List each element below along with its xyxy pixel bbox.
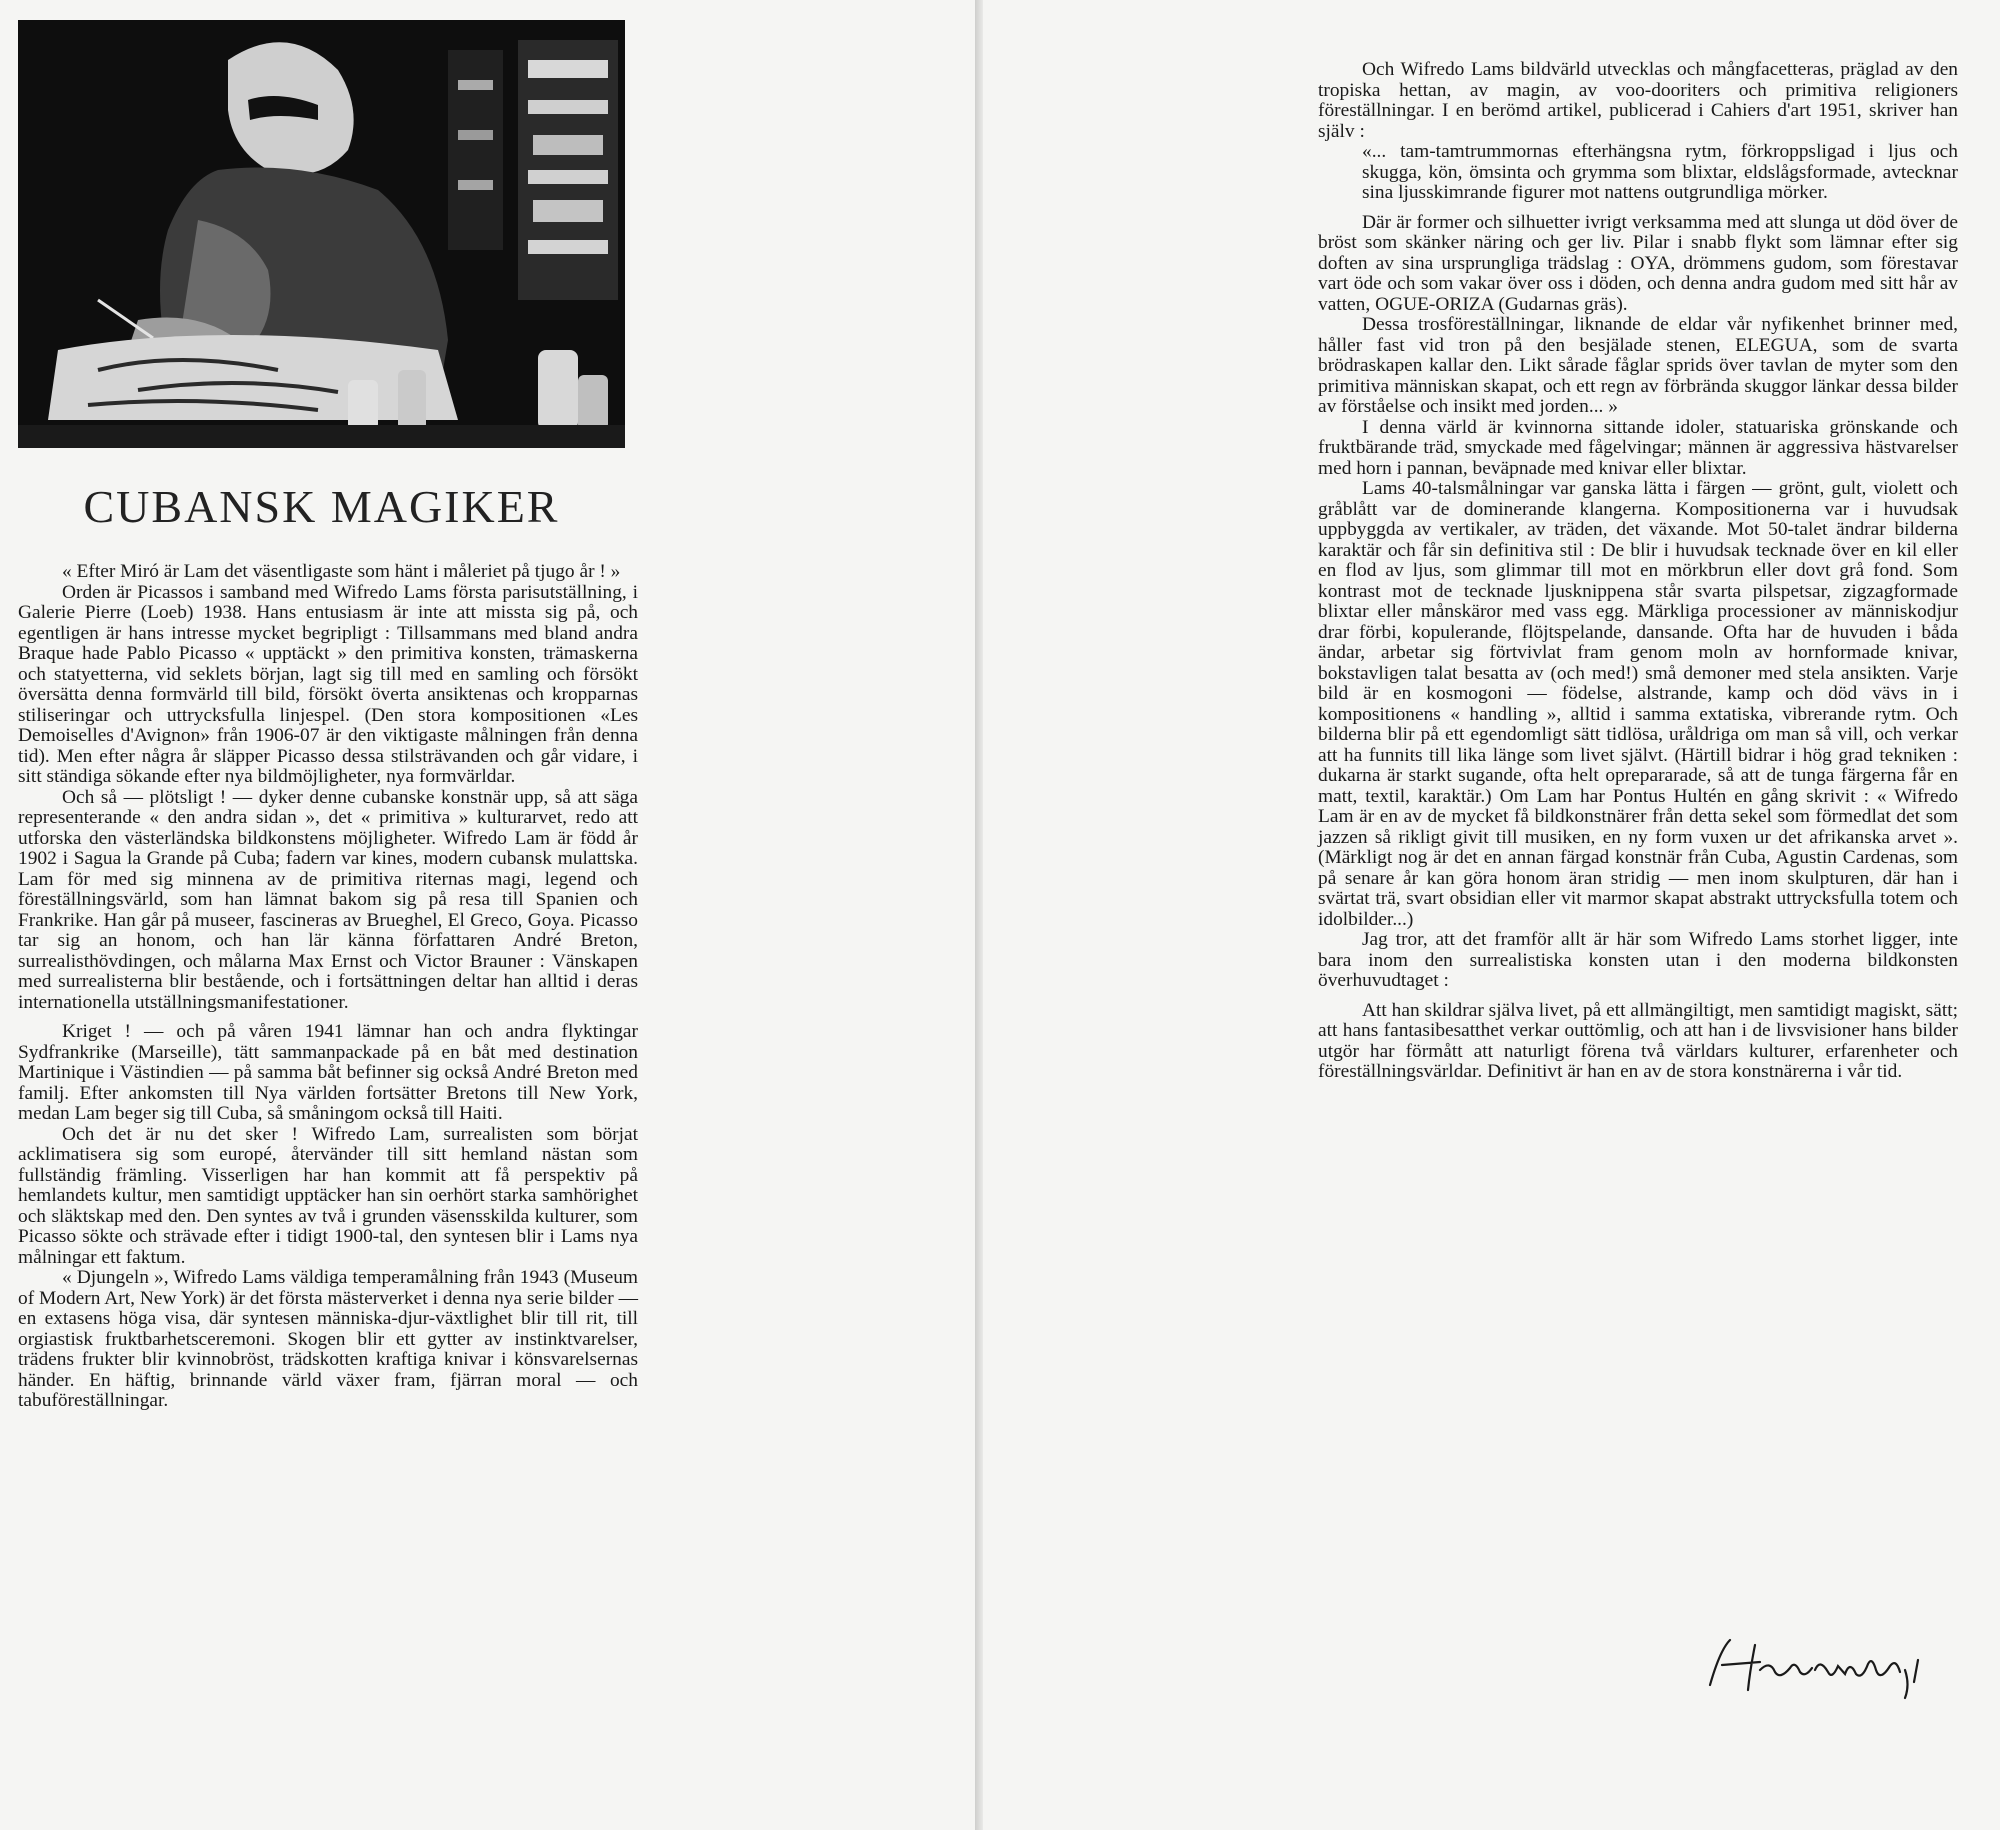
artist-photo-illustration xyxy=(18,20,625,448)
paragraph: Kriget ! — och på våren 1941 lämnar han och andra flyktingar Sydfrankrike (Marseille), tätt sammanpackade på en båt med destination Martinique i Västindien — på samma båt befinner sig också André Breton med familj. Efter ankomsten till Nya världen fortsätter Bretons till New York, medan Lam beger sig till Cuba, så småningom också till Haiti. xyxy=(18,1021,638,1124)
paragraph: Lams 40-talsmålningar var ganska lätta i färgen — grönt, gult, violett och gråblått var de dominerande klangerna. Kompositionerna var i huvudsak uppbyggda av vertikaler, av träden, det växande. Mot 50-talet ändrar bilderna karaktär och får sin definitiva stil : De blir i huvudsak tecknade över en kil eller en flod av ljus, som glimmar till mot en mörkbrun eller dovt grå fond. Som kontrast mot de tecknade ljusknippena står svarta pilspetsar, zigzagformade blixtar eller månskäror med vass egg. Märkliga processioner av människodjur drar förbi, kopulerande, flöjtspelande, dansande. Ofta har de huvuden i båda ändar, arbetar sig förtvivlat fram genom moln av hornformade knivar, bokstavligen talat besatta av (och med!) små demoner med stela ansikten. Varje bild är en kosmogoni — födelse, alstrande, kamp och död vävs in i kompositionens « handling », alltid i samma extatiska, vibrerande rytm. Och bilderna blir på ett egendomligt sätt tidlösa, uråldriga om man så vill, och verkar att ha funnits till lika länge som livet självt. (Härtill bidrar i hög grad tekniken : dukarna är starkt sugande, ofta helt oprepararade, så att de tunga färgerna får en matt, textil, karaktär.) Om Lam har Pontus Hultén en gång skrivit : « Wifredo Lam är en av de mycket få bildkonstnärer från detta sekel som förmedlat det som jazzen så rikligt givit till musiken, en ny form vuxen ur det afrikanska arvet ». (Märkligt nog är det en annan färgad konstnär från Cuba, Agustin Cardenas, som på senare år kan göra honom äran stridig — men inom skulpturen, där han i svärtat trä, svart obsidian eller vit marmor skapat abstrakt uttrycksfulla totem och idolbilder...) xyxy=(1318,478,1958,930)
page-title: CUBANSK MAGIKER xyxy=(83,481,560,532)
paragraph: Att han skildrar själva livet, på ett allmängiltigt, men samtidigt magiskt, sätt; att hans fantasibesatthet verkar outtömlig, och att han i de livsvisioner hans bilder utgör har förmått att naturligt förena två världars kulturer, erfarenheter och föreställningsvärldar. Definitivt är han en av de stora konstnärerna i vår tid. xyxy=(1318,999,1958,1082)
paragraph: Och så — plötsligt ! — dyker denne cubanske konstnär upp, så att säga representerande « den andra sidan », det « primitiva » kulturarvet, redo att utforska den västerländska bildkonstens möjligheter. Wifredo Lam är född år 1902 i Sagua la Grande på Cuba; fadern var kines, modern cubansk mulattska. Lam för med sig minnena av de primitiva riternas magi, legend och föreställningsvärld, som han lämnat bakom sig på resa till Spanien och Frankrike. Han går på museer, fascineras av Brueghel, El Greco, Goya. Picasso tar sig an honom, och han lär känna författaren André Breton, surrealisthövdingen, och målarna Max Ernst och Victor Brauner : Vänskapen med surrealisterna blir bestående, och i fortsättningen deltar han alltid i deras internationella utställningsmanifestationer. xyxy=(18,786,638,1013)
paragraph: Där är former och silhuetter ivrigt verksamma med att slunga ut död över de bröst som skänker näring och ger liv. Pilar i snabb flykt som lämnar efter sig doften av sina ursprungliga trädslag : OYA, drömmens gudom, som förestavar vart öde och som vakar över oss i döden, och denna andra gudom med sitt hår av vatten, OGUE-ORIZA (Gudarnas gräs). xyxy=(1318,211,1958,315)
paragraph: « Efter Miró är Lam det väsentligaste som hänt i måleriet på tjugo år ! » xyxy=(62,561,621,582)
paragraph: I denna värld är kvinnorna sittande idoler, statuariska grönskande och fruktbärande träd, smyckade med fågelvingar; männen är aggressiva hästvarelser med horn i pannan, beväpnade med knivar eller blixtar. xyxy=(1318,416,1958,479)
paragraph: Jag tror, att det framför allt är här som Wifredo Lams storhet ligger, inte bara inom den surrealistiska konsten utan i den moderna bildkonsten överhuvudtaget : xyxy=(1318,929,1958,991)
left-text-column xyxy=(18,562,638,1412)
right-text-column xyxy=(1318,60,1958,1083)
handwritten-signature xyxy=(1700,1630,1940,1700)
paragraph: Och det är nu det sker ! Wifredo Lam, surrealisten som börjat acklimatisera sig som europé, återvänder till sitt hemland nästan som fullständig främling. Visserligen har han kommit att få perspektiv på hemlandets kultur, men samtidigt upptäcker han sin oerhört starka samhörighet och släktskap med den. Den syntes av två i grunden väsensskilda kulturer, som Picasso sökte och strävade efter i tidigt 1900-tal, den syntesen blir i Lams nya målningar ett faktum. xyxy=(18,1123,638,1268)
paragraph: Dessa trosföreställningar, liknande de eldar vår nyfikenhet brinner med, håller fast vid tron på den besjälade stenen, ELEGUA, som de svarta brödraskapen kallar den. Likt sårade fåglar sprids över tavlan de myter som den primitiva människan skapat, och ett regn av förbrända skuggor länkar dessa bilder av förståelse och insikt med jorden... » xyxy=(1318,314,1958,417)
paragraph: « Djungeln », Wifredo Lams väldiga temperamålning från 1943 (Museum of Modern Art, New York) är det första mästerverket i denna nya serie bilder — en extasens höga visa, där syntesen människa-djur-växtlighet blir till rit, till orgiastisk fruktbarhetsceremoni. Skogen blir ett gytter av instinktvarelser, trädens frukter blir kvinnobröst, trädskotten kraftiga knivar i könsvarelsernas händer. En häftig, brinnande värld växer fram, fjärran moral — och tabuföreställningar. xyxy=(18,1267,638,1411)
quote-paragraph: «... tam-tamtrummornas efterhängsna rytm, förkroppsligad i ljus och skugga, kön, ömsinta och grymma som blixtar, eldslågsformade, avtecknar sina ljusskimrande figurer mot nattens outgrundliga mörker. xyxy=(1362,141,1958,203)
artist-photo xyxy=(18,20,625,448)
paragraph: Och Wifredo Lams bildvärld utvecklas och mångfacetteras, präglad av den tropiska hettan, av magin, av voo-dooriters och primitiva religioners föreställningar. I en berömd artikel, publicerad i Cahiers d'art 1951, skriver han själv : xyxy=(1318,59,1958,142)
book-gutter xyxy=(975,0,983,1830)
paragraph: Orden är Picassos i samband med Wifredo Lams första parisutställning, i Galerie Pierre (Loeb) 1938. Hans entusiasm är inte att missta sig på, och egentligen är hans intresse mycket begripligt : Tillsammans med bland andra Braque hade Pablo Picasso « upptäckt » den primitiva konsten, trämaskerna och statyetterna, vid seklets början, lagt sig till med en samling och försökt översätta denna formvärld till bild, försökt överta ansiktenas och kropparnas stiliseringar och uttrycksfulla linjespel. (Den stora kompositionen «Les Demoiselles d'Avignon» från 1906-07 är den viktigaste målningen från denna tid). Men efter några år släpper Picasso dessa stilsträvanden och går vidare, i sitt ständiga sökande efter nya bildmöjligheter, nya formvärldar. xyxy=(18,581,638,787)
